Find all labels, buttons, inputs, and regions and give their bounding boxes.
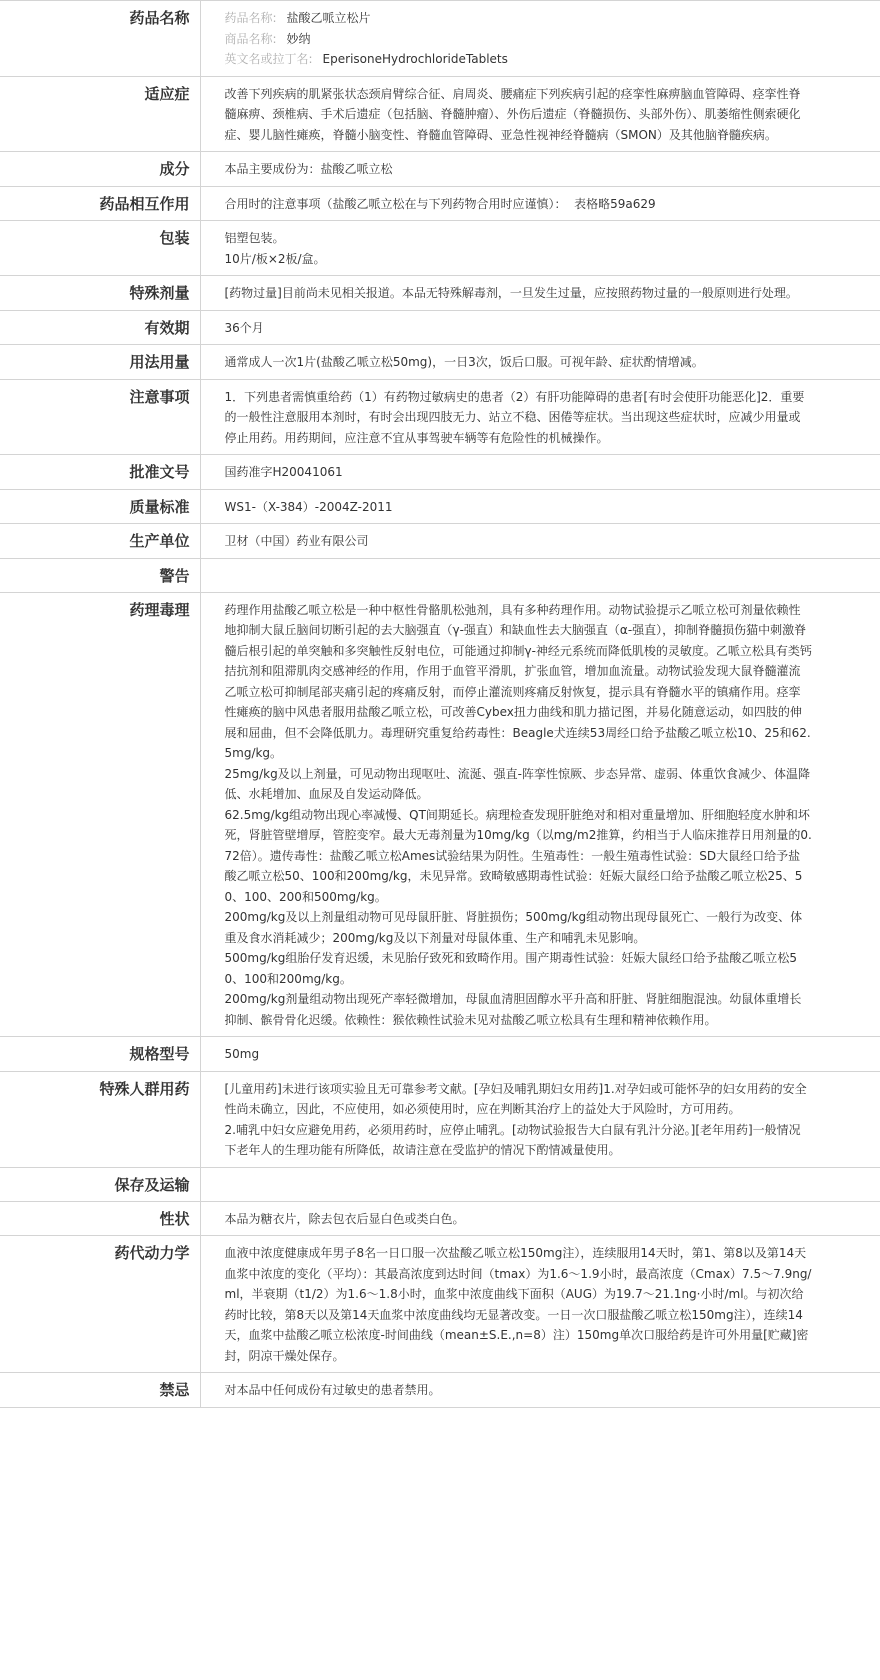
value-paragraph: 改善下列疾病的肌紧张状态颈肩臂综合征、肩周炎、腰痛症下列疾病引起的痉挛性麻痹脑血管障碍、痉挛性脊髓麻痹、颈椎病、手术后遗症（包括脑、脊髓肿瘤）、外伤后遗症（脊髓损伤、头部外伤）、肌萎缩性侧索硬化症、婴儿脑性瘫痪，脊髓小脑变性、脊髓血管障碍、亚急性视神经脊髓病（SMON）及其他脑脊髓疾病。: [224, 86, 801, 142]
value-paragraph: WS1-（X-384）-2004Z-2011: [224, 499, 393, 514]
row-label: 注意事项: [0, 379, 200, 455]
row-value: [200, 1201, 880, 1236]
row-label: 性状: [0, 1201, 200, 1236]
value-paragraph: 200mg/kg及以上剂量组动物可见母鼠肝脏、肾脏损伤；500mg/kg组动物出现母鼠死亡、一般行为改变、体重及食水消耗减少；200mg/kg及以下剂量对母鼠体重、生产和哺乳未见影响。: [224, 910, 803, 945]
value-paragraph: 200mg/kg剂量组动物出现死产率轻微增加，母鼠血清胆固醇水平升高和肝脏、肾脏细胞混浊。幼鼠体重增长抑制、髌骨骨化迟缓。依赖性：猴依赖性试验未见对盐酸乙哌立松具有生理和精神依赖作用。: [224, 992, 802, 1027]
info-row: [0, 152, 880, 187]
row-value: [200, 276, 880, 311]
row-value: [200, 310, 880, 345]
row-label: 包装: [0, 221, 200, 276]
row-value: [200, 455, 880, 490]
info-row: [0, 524, 880, 559]
row-label: 特殊人群用药: [0, 1071, 200, 1167]
row-label: 生产单位: [0, 524, 200, 559]
row-value: [200, 152, 880, 187]
info-row: [0, 221, 880, 276]
info-row: [0, 276, 880, 311]
value-paragraph: 2.哺乳中妇女应避免用药，必须用药时，应停止哺乳。[动物试验报告大白鼠有乳汁分泌。][老年用药]一般情况下老年人的生理功能有所降低，故请注意在受监护的情况下酌情减量使用。: [224, 1122, 801, 1157]
row-label: 警告: [0, 558, 200, 592]
info-row: [0, 455, 880, 490]
row-label: 质量标准: [0, 489, 200, 524]
info-row: [0, 76, 880, 152]
name-value: EperisoneHydrochlorideTablets: [322, 52, 508, 66]
drug-info-table-body: [0, 1, 880, 1408]
row-label: 成分: [0, 152, 200, 187]
value-paragraph: [药物过量]目前尚未见相关报道。本品无特殊解毒剂，一旦发生过量，应按照药物过量的一般原则进行处理。: [224, 286, 798, 300]
value-paragraph: 药理作用盐酸乙哌立松是一种中枢性骨骼肌松弛剂，具有多种药理作用。动物试验提示乙哌立松可剂量依赖性地抑制大鼠丘脑间切断引起的去大脑强直（γ-强直）和缺血性去大脑强直（α-强直），抑制脊髓损伤猫中刺激脊髓后根引起的单突触和多突触性反射电位，可能通过抑制γ-神经元系统而降低肌梭的灵敏度。乙哌立松具有类钙拮抗剂和阻滞肌肉交感神经的作用，作用于血管平滑肌，扩张血管，增加血流量。动物试验发现大鼠脊髓灌流乙哌立松可抑制尾部夹痛引起的疼痛反射，而停止灌流则疼痛反射恢复，提示具有脊髓水平的镇痛作用。痉挛性瘫痪的脑中风患者服用盐酸乙哌立松，可改善Cybex扭力曲线和肌力描记图，并易化随意运动，如四肢的伸展和屈曲，但不会降低肌力。毒理研究重复给药毒性：Beagle犬连续53周经口给予盐酸乙哌立松10、25和62.5mg/kg。: [224, 602, 812, 760]
info-row: [0, 379, 880, 455]
name-key: 药品名称:: [224, 11, 277, 25]
info-row: [0, 489, 880, 524]
row-label: 药代动力学: [0, 1236, 200, 1373]
info-row: [0, 186, 880, 221]
row-value: [200, 1, 880, 77]
row-value: [200, 524, 880, 559]
value-paragraph: 25mg/kg及以上剂量，可见动物出现呕吐、流涎、强直-阵挛性惊厥、步态异常、虚弱、体重饮食减少、体温降低、水耗增加、血尿及自发运动降低。: [224, 766, 811, 801]
row-label: 特殊剂量: [0, 276, 200, 311]
row-value: [200, 379, 880, 455]
row-label: 保存及运输: [0, 1167, 200, 1201]
row-value: [200, 558, 880, 592]
value-paragraph: 10片/板×2板/盒。: [224, 251, 326, 266]
name-key: 英文名或拉丁名:: [224, 52, 313, 66]
value-paragraph: 36个月: [224, 320, 264, 335]
value-paragraph: 国药准字H20041061: [224, 465, 343, 479]
row-label: 有效期: [0, 310, 200, 345]
row-label: 禁忌: [0, 1373, 200, 1408]
row-value: [200, 1037, 880, 1072]
row-value: [200, 1071, 880, 1167]
row-label: 药理毒理: [0, 592, 200, 1037]
row-value: [200, 76, 880, 152]
row-value: [200, 592, 880, 1037]
info-row: [0, 1167, 880, 1201]
info-row: [0, 1037, 880, 1072]
name-line: [225, 8, 813, 29]
name-line: [225, 49, 813, 70]
row-value: [200, 1236, 880, 1373]
value-paragraph: 对本品中任何成份有过敏史的患者禁用。: [224, 1383, 441, 1397]
value-paragraph: 1．下列患者需慎重给药（1）有药物过敏病史的患者（2）有肝功能障碍的患者[有时会使肝功能恶化]2．重要的一般性注意服用本剂时，有时会出现四肢无力、站立不稳、困倦等症状。当出现这些症状时，应减少用量或停止用药。用药期间，应注意不宜从事驾驶车辆等有危险性的机械操作。: [224, 389, 805, 445]
info-row: [0, 310, 880, 345]
info-row: [0, 1071, 880, 1167]
info-row: [0, 345, 880, 380]
name-line: [225, 29, 813, 50]
value-paragraph: 通常成人一次1片(盐酸乙哌立松50mg)，一日3次，饭后口服。可视年龄、症状酌情增减。: [224, 355, 704, 369]
value-paragraph: 铝塑包装。: [224, 231, 285, 245]
value-paragraph: 卫材（中国）药业有限公司: [224, 534, 369, 548]
info-row: [0, 1236, 880, 1373]
value-paragraph: 62.5mg/kg组动物出现心率减慢、QT间期延长。病理检查发现肝脏绝对和相对重量增加、肝细胞轻度水肿和坏死，肾脏管壁增厚，管腔变窄。最大无毒剂量为10mg/kg（以mg/m2推算，约相当于人临床推荐日用剂量的0.72倍）。遗传毒性：盐酸乙哌立松Ames试验结果为阴性。生殖毒性：一般生殖毒性试验：SD大鼠经口给予盐酸乙哌立松50、100和200mg/kg，未见异常。致畸敏感期毒性试验：妊娠大鼠经口给予盐酸乙哌立松25、50、100、200和500mg/kg。: [224, 807, 812, 904]
info-row: [0, 1, 880, 77]
info-row: [0, 558, 880, 592]
row-label: 用法用量: [0, 345, 200, 380]
value-paragraph: [儿童用药]未进行该项实验且无可靠参考文献。[孕妇及哺乳期妇女用药]1.对孕妇或可能怀孕的妇女用药的安全性尚未确立，因此，不应使用，如必须使用时，应在判断其治疗上的益处大于风险时，方可用药。: [224, 1081, 807, 1116]
row-label: 批准文号: [0, 455, 200, 490]
name-value: 盐酸乙哌立松片: [286, 11, 371, 25]
name-value: 妙纳: [286, 31, 311, 46]
info-row: [0, 592, 880, 1037]
info-row: [0, 1373, 880, 1408]
row-label: 药品相互作用: [0, 186, 200, 221]
value-paragraph: 本品为糖衣片，除去包衣后显白色或类白色。: [224, 1211, 465, 1226]
row-value: [200, 221, 880, 276]
row-label: 药品名称: [0, 1, 200, 77]
value-paragraph: 500mg/kg组胎仔发育迟缓，未见胎仔致死和致畸作用。围产期毒性试验：妊娠大鼠经口给予盐酸乙哌立松50、100和200mg/kg。: [224, 951, 797, 986]
name-key: 商品名称:: [224, 31, 277, 46]
value-paragraph: 本品主要成份为：盐酸乙哌立松: [224, 162, 393, 176]
row-value: [200, 1373, 880, 1408]
value-paragraph: 50mg: [224, 1047, 260, 1061]
row-value: [200, 186, 880, 221]
value-paragraph: 血液中浓度健康成年男子8名一日口服一次盐酸乙哌立松150mg注），连续服用14天时，第1、第8以及第14天血浆中浓度的变化（平均）：其最高浓度到达时间（tmax）为1.6～1.9小时，最高浓度（Cmax）7.5～7.9ng/ml，半衰期（t1/2）为1.6～1.8小时，血浆中浓度曲线下面积（AUG）为19.7～21.1ng·小时/ml。与初次给药时比较，第8天以及第14天血浆中浓度曲线均无显著改变。一日一次口服盐酸乙哌立松150mg注），连续14天，血浆中盐酸乙哌立松浓度-时间曲线（mean±S.E.,n=8）注）150mg单次口服给药是许可外用量[贮藏]密封，阴凉干燥处保存。: [224, 1246, 812, 1363]
row-value: [200, 1167, 880, 1201]
row-value: [200, 345, 880, 380]
row-label: 规格型号: [0, 1037, 200, 1072]
info-row: [0, 1201, 880, 1236]
value-paragraph: 合用时的注意事项（盐酸乙哌立松在与下列药物合用时应谨慎）： 表格略59a629: [224, 196, 656, 211]
row-value: [200, 489, 880, 524]
row-label: 适应症: [0, 76, 200, 152]
